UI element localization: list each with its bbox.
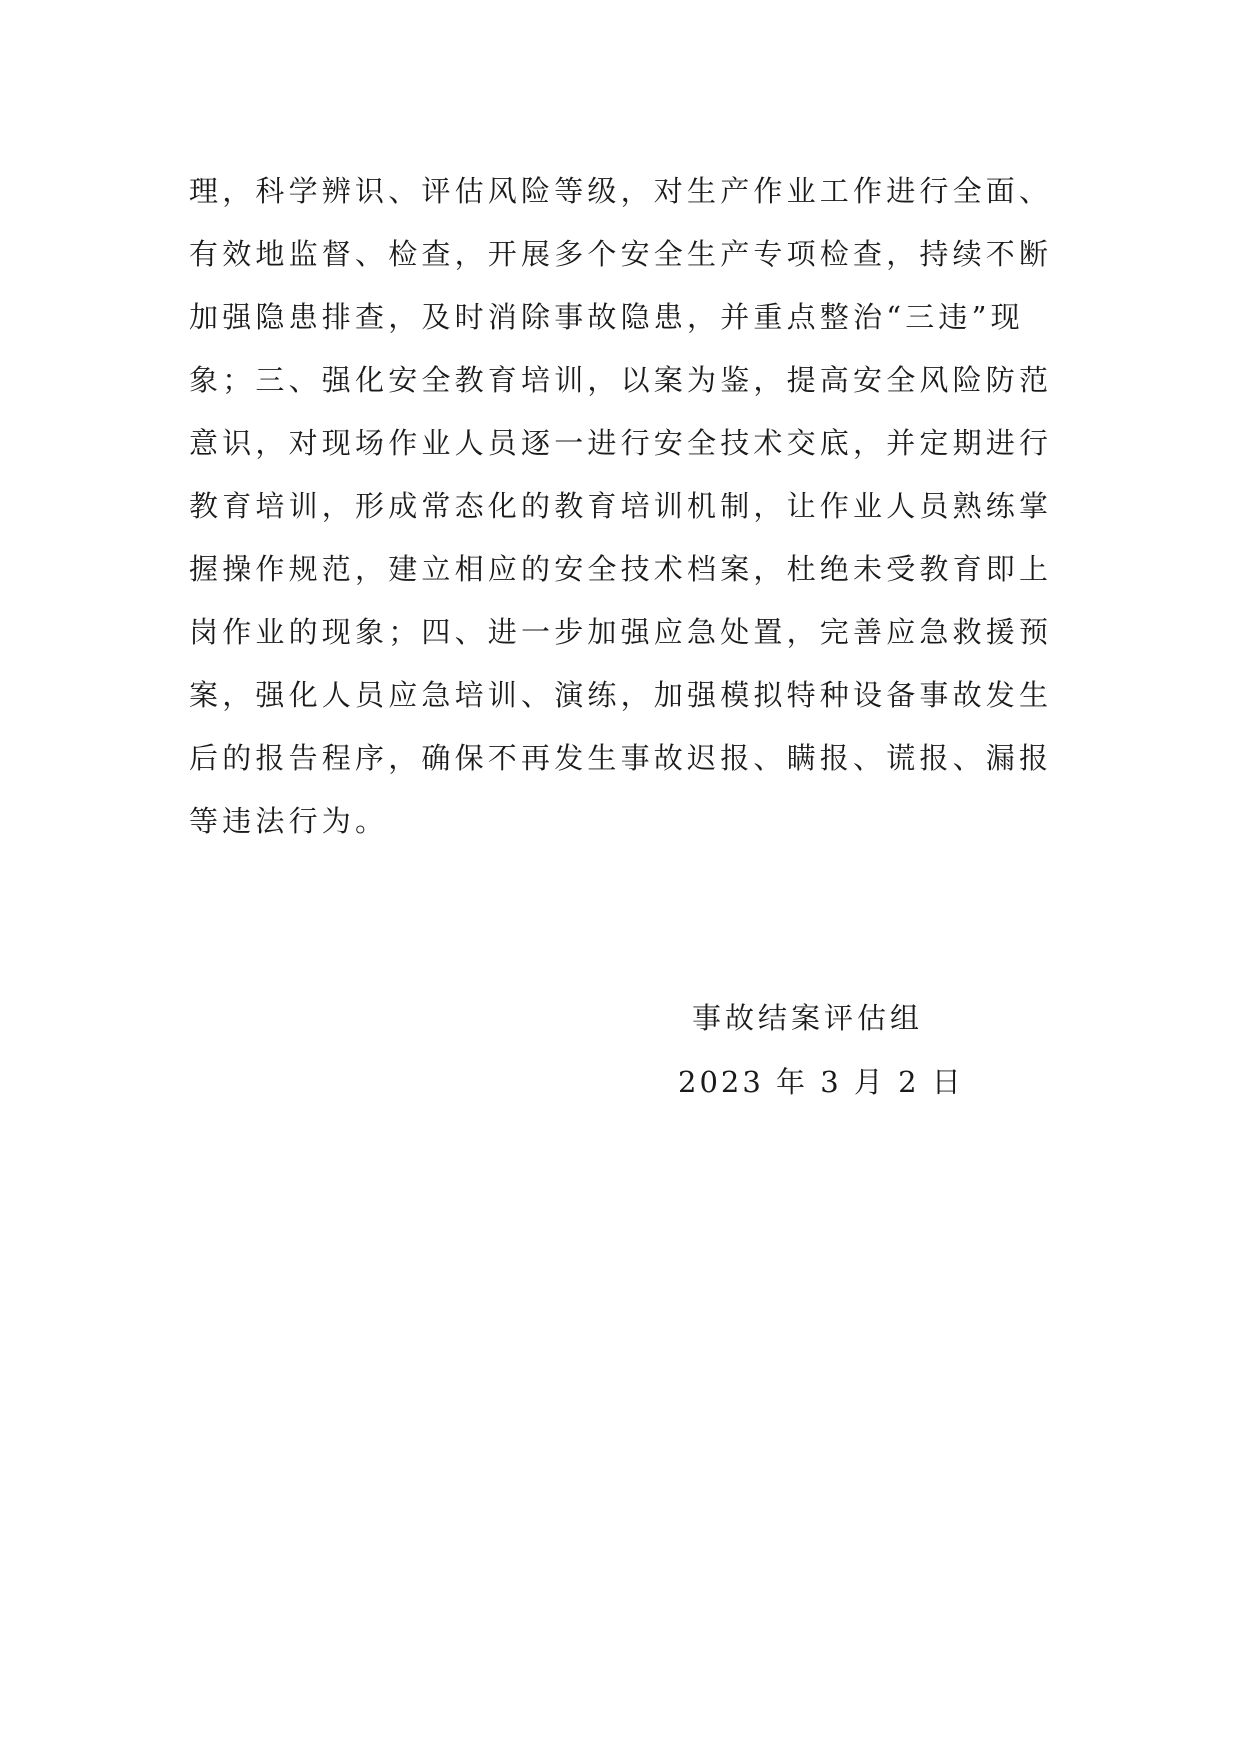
body-line: 理，科学辨识、评估风险等级，对生产作业工作进行全面、: [189, 174, 1053, 208]
body-line: 案，强化人员应急培训、演练，加强模拟特种设备事故发生: [189, 678, 1053, 712]
document-body: [189, 160, 1089, 853]
body-line: 等违法行为。: [189, 804, 389, 838]
body-line: 后的报告程序，确保不再发生事故迟报、瞒报、谎报、漏报: [189, 741, 1053, 775]
body-line: 意识，对现场作业人员逐一进行安全技术交底，并定期进行: [189, 426, 1053, 460]
body-line: 岗作业的现象；四、进一步加强应急处置，完善应急救援预: [189, 615, 1053, 649]
signature-organization: 事故结案评估组: [692, 1001, 924, 1035]
body-line: 象；三、强化安全教育培训，以案为鉴，提高安全风险防范: [189, 363, 1053, 397]
body-line: 加强隐患排查，及时消除事故隐患，并重点整治“三违”现: [189, 300, 1024, 334]
body-line: 握操作规范，建立相应的安全技术档案，杜绝未受教育即上: [189, 552, 1053, 586]
body-line: 教育培训，形成常态化的教育培训机制，让作业人员熟练掌: [189, 489, 1053, 523]
body-line: 有效地监督、检查，开展多个安全生产专项检查，持续不断: [189, 237, 1053, 271]
signature-date: 2023 年 3 月 2 日: [678, 1065, 964, 1099]
